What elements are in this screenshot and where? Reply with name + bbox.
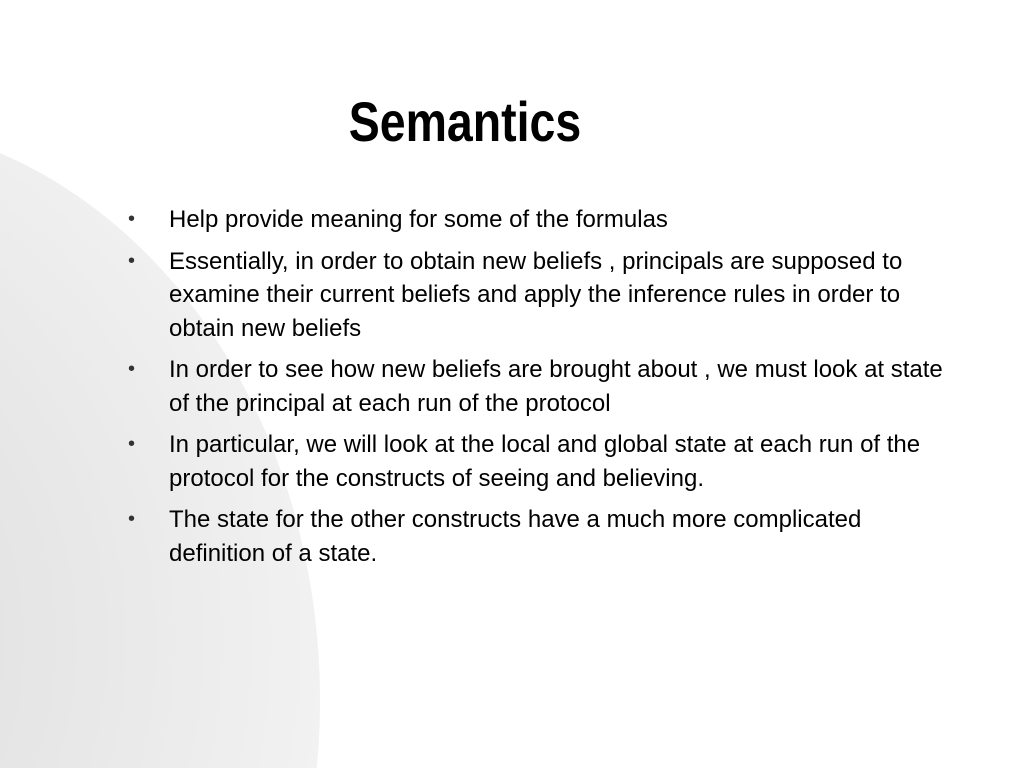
bullet-item: [128, 503, 948, 570]
bullet-dot: •: [128, 508, 136, 530]
bullet-text: In particular, we will look at the local and global state at each run of the protocol for the constructs of seeing and believing.: [169, 431, 921, 492]
bullet-item: [128, 428, 948, 495]
slide-title: Semantics: [348, 90, 582, 153]
bullet-dot: •: [128, 433, 136, 455]
bullet-list: [128, 203, 948, 578]
bullet-text: The state for the other constructs have a much more complicated definition of a state.: [169, 506, 862, 567]
bullet-item: [128, 353, 948, 420]
bullet-item: [128, 245, 948, 346]
bullet-text: Help provide meaning for some of the formulas: [169, 206, 668, 233]
bullet-item: [128, 203, 948, 237]
bullet-dot: •: [128, 249, 136, 272]
bullet-dot: •: [128, 208, 136, 230]
bullet-dot: •: [128, 358, 136, 380]
bullet-text: Essentially, in order to obtain new beliefs , principals are supposed to examine their current beliefs and apply the inference rules in order to obtain new beliefs: [169, 247, 903, 342]
bullet-text: In order to see how new beliefs are brought about , we must look at state of the principal at each run of the protocol: [169, 356, 943, 417]
